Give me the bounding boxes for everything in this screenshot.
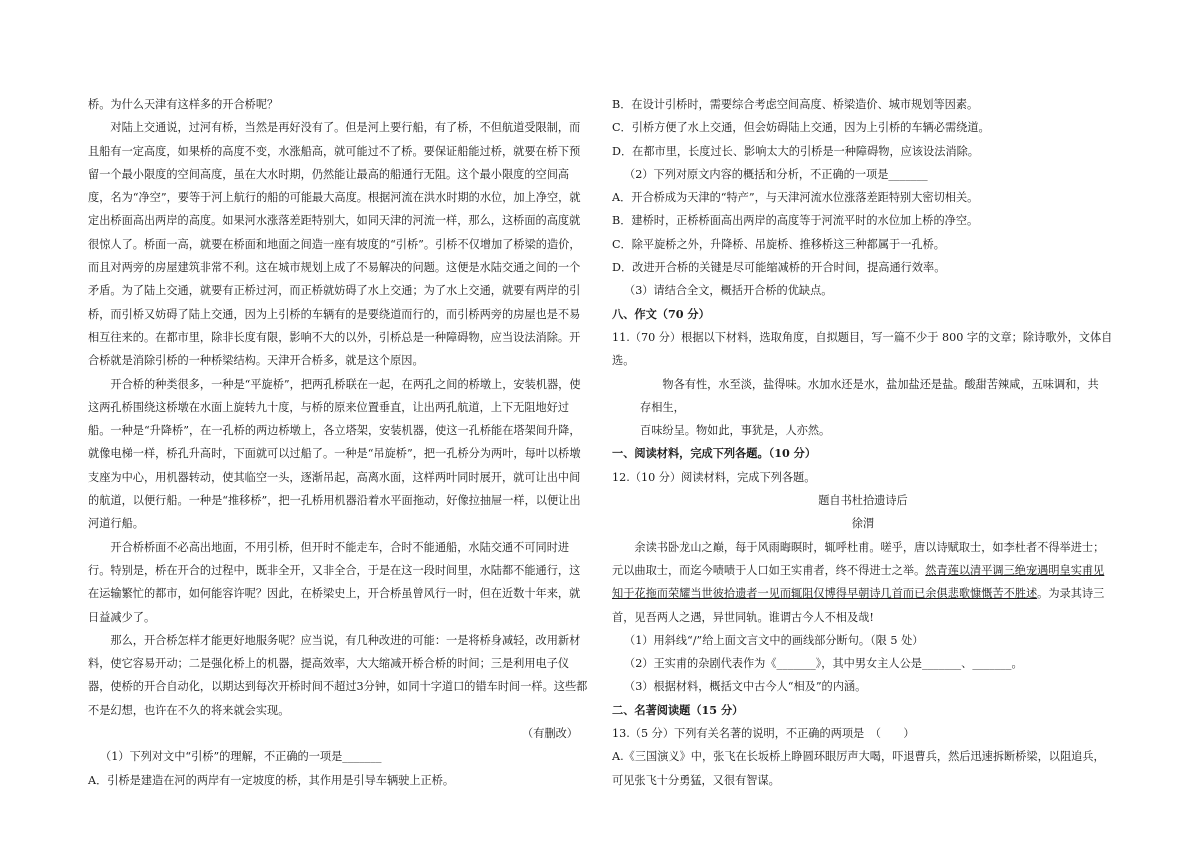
classical-text-body xyxy=(612,536,1114,629)
question-13: 13.（5 分）下列有关名著的说明，不正确的两项是 （ ） xyxy=(612,727,915,741)
passage-paragraph-5: 那么，开合桥怎样才能更好地服务呢？应当说，有几种改进的可能：一是将桥身减轻，改用新材料，使它容易开动；二是强化桥上的机器，提高效率，大大缩减开桥合桥的时间；三是利用电子仪器，使桥的开合自动化，以期达到每次开桥时间不超过3分钟，如同十字道口的错车时间一样。这些都不是幻想，也许在不久的将来就会实现。 xyxy=(88,633,588,717)
question-2-option-b: B．建桥时，正桥桥面高出两岸的高度等于河流平时的水位加上桥的净空。 xyxy=(612,214,979,228)
classical-text-post: 。为录其诗三首，见吾两人之遇，异世同轨。谁谓古今人不相及哉! xyxy=(612,587,1105,624)
sub-question-2: （2）王实甫的杂剧代表作为《_______》，其中男女主人公是_______、_______。 xyxy=(624,657,1023,671)
question-2-option-a: A．开合桥成为天津的“特产”，与天津河流水位涨落差距特别大密切相关。 xyxy=(612,191,979,205)
question-1-option-d: D．在都市里，长度过长、影响太大的引桥是一种障碍物，应该设法消除。 xyxy=(612,144,979,158)
question-2-option-d: D．改进开合桥的关键是尽可能缩减桥的开合时间，提高通行效率。 xyxy=(612,261,946,275)
right-column xyxy=(612,93,1114,792)
question-1-option-c: C．引桥方便了水上交通，但会妨碍陆上交通，因为上引桥的车辆必需绕道。 xyxy=(612,121,990,135)
section-2-heading: 二、名著阅读题（15 分） xyxy=(612,702,744,717)
passage-fragment: 桥。为什么天津有这样多的开合桥呢？ xyxy=(88,98,279,111)
left-column xyxy=(88,93,590,792)
classical-text-underlined: 然青莲以清平调三绝宠遇明皇实甫见知于花拖而荣耀当世彼拾遗者一见而辄阻仅博得早朝诗几首而已余俱悲歌慷慨苦不胜述 xyxy=(612,563,1105,601)
question-1: （1）下列对文中“引桥”的理解，不正确的一项是_______ xyxy=(100,750,382,764)
passage-paragraph-3: 开合桥的种类很多，一种是“平旋桥”，把两孔桥联在一起，在两孔之间的桥墩上，安装机器，使这两孔桥围绕这桥墩在水面上旋转九十度，与桥的原来位置垂直，让出两孔航道，上下无阻地好过船。一种是“升降桥”，在一孔桥的两边桥墩上，各立塔架，安装机器，使这一孔桥能在塔架间升降，就像电梯一样，桥孔升高时，下面就可以过船了。一种是“吊旋桥”，把一孔桥分为两叶，每叶以桥墩支座为中心，用机器转动，使其临空一头，逐渐吊起，高离水面，这样两叶同时展开，就可让出中间的航道，以便行船。一种是“推移桥”，把一孔桥用机器沿着水平面拖动，好像拉抽屉一样，以便让出河道行船。 xyxy=(88,377,581,531)
question-12: 12.（10 分）阅读材料，完成下列各题。 xyxy=(612,470,816,484)
sub-question-3: （3）根据材料，概括文中古今人“相及”的内涵。 xyxy=(624,680,867,694)
classical-text-pre: 余读书卧龙山之巅，每于风雨晦暝时，辄呼杜甫。嗟乎，唐以诗赋取士，如李杜者不得举进士；元以曲取士，而迄今啧啧于人口如王实甫者，终不得进士之举。 xyxy=(612,540,1105,577)
question-1-option-a: A．引桥是建造在河的两岸有一定坡度的桥，其作用是引导车辆驶上正桥。 xyxy=(88,773,455,787)
question-13-option-a: A.《三国演义》中，张飞在长坂桥上睁圆环眼厉声大喝，吓退曹兵，然后迅速拆断桥梁，以阻追兵，可见张飞十分勇猛，又很有智谋。 xyxy=(612,750,1105,787)
section-8-heading: 八、作文（70 分） xyxy=(612,306,710,321)
question-11: 11.（70 分）根据以下材料，选取角度，自拟题目，写一篇不少于 800 字的文章；除诗歌外，文体自选。 xyxy=(612,330,1113,368)
source-note: （有删改） xyxy=(522,727,578,741)
sub-question-1: （1）用斜线“/”给上面文言文中的画线部分断句。（限 5 处） xyxy=(624,633,924,647)
classical-text-title: 题自书杜拾遗诗后 xyxy=(818,494,908,508)
passage-paragraph-4: 开合桥桥面不必高出地面，不用引桥，但开时不能走车，合时不能通船，水陆交通不可同时进行。特别是，桥在开合的过程中，既非全开，又非全合，于是在这一段时间里，水陆都不能通行，这在运输繁忙的都市，如何能容许呢？因此，在桥梁史上，开合桥虽曾风行一时，但在近数十年来，就日益减少了。 xyxy=(88,540,581,624)
question-2-option-c: C．除平旋桥之外，升降桥、吊旋桥、推移桥这三种都属于一孔桥。 xyxy=(612,237,945,251)
section-1-heading: 一、阅读材料，完成下列各题。（10 分） xyxy=(612,446,817,461)
essay-material-line-2: 百味纷呈。物如此，事犹是，人亦然。 xyxy=(640,424,831,438)
essay-material-line-1: 物各有性，水至淡，盐得味。水加水还是水，盐加盐还是盐。酸甜苦辣咸，五味调和，共存相生， xyxy=(640,377,1099,414)
classical-text-author: 徐渭 xyxy=(851,517,875,531)
question-2: （2）下列对原文内容的概括和分析，不正确的一项是_______ xyxy=(624,167,928,181)
question-3: （3）请结合全文，概括开合桥的优缺点。 xyxy=(624,284,833,298)
question-1-option-b: B．在设计引桥时，需要综合考虑空间高度、桥梁造价、城市规划等因素。 xyxy=(612,98,979,111)
passage-paragraph-2: 对陆上交通说，过河有桥，当然是再好没有了。但是河上要行船，有了桥，不但航道受限制，而且船有一定高度，如果桥的高度不变，水涨船高，就可能过不了桥。要保证船能过桥，就要在桥下预留一个最小限度的空间高度，虽在大水时期，仍然能让最高的船通行无阻。这个最小限度的空间高度，名为“净空”，要等于河上航行的船的可能最大高度。根据河流在洪水时期的水位，加上净空，就定出桥面高出两岸的高度。如果河水涨落差距特别大，如同天津的河流一样，那么，这桥面的高度就很惊人了。桥面一高，就要在桥面和地面之间造一座有坡度的“引桥”。引桥不仅增加了桥梁的造价，而且对两旁的房屋建筑非常不利。这在城市规划上成了不易解决的问题。这便是水陆交通之间的一个矛盾。为了陆上交通，就要有正桥过河，而正桥就妨碍了水上交通；为了水上交通，就要有两岸的引桥，而引桥又妨碍了陆上交通，因为上引桥的车辆有的是要绕道而行的，而引桥两旁的房屋也是不易相互往来的。在都市里，除非长度有限，影响不大的以外，引桥总是一种障碍物，应当设法消除。开合桥就是消除引桥的一种桥梁结构。天津开合桥多，就是这个原因。 xyxy=(88,121,581,368)
